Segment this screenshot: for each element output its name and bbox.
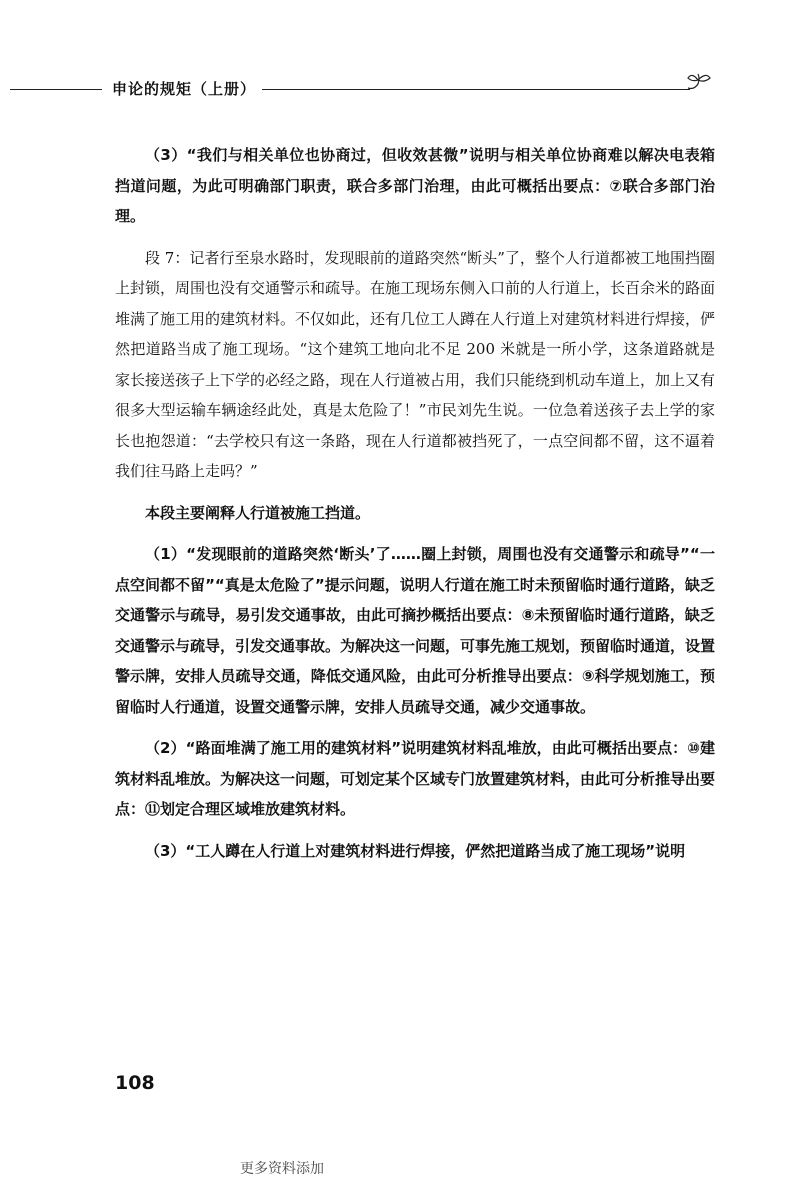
header-title: 申论的规矩（上册） (112, 80, 257, 98)
paragraph-section-7: 段 7：记者行至泉水路时，发现眼前的道路突然“断头”了，整个人行道都被工地围挡圈上封锁，周围也没有交通警示和疏导。在施工现场东侧入口前的人行道上，长百余米的路面堆满了施工用的建筑材料。不仅如此，还有几位工人蹲在人行道上对建筑材料进行焊接，俨然把道路当成了施工现场。“这个建筑工地向北不足 200 米就是一所小学，这条道路就是家长接送孩子上下学的必经之路，现在人行道被占用，我们只能绕到机动车道上，加上又有很多大型运输车辆途经此处，真是太危险了！”市民刘先生说。一位急着送孩子去上学的家长也抱怨道：“去学校只有这一条路，现在人行道都被挡死了，一点空间都不留，这不逼着我们往马路上走吗？” (115, 248, 716, 480)
paragraph-summary: 本段主要阐释人行道被施工挡道。 (145, 503, 371, 522)
running-header (0, 78, 800, 102)
header-rule-left (10, 89, 102, 90)
paragraph-point-3-welding: （3）“工人蹲在人行道上对建筑材料进行焊接，俨然把道路当成了施工现场”说明 (145, 841, 686, 860)
paragraph-point-3-meters: （3）“我们与相关单位也协商过，但收效甚微”说明与相关单位协商难以解决电表箱挡道问题，为此可明确部门职责，联合多部门治理，由此可概括出要点：⑦联合多部门治理。 (115, 146, 715, 225)
page-body (115, 140, 715, 877)
page-number: 108 (115, 1072, 155, 1094)
sprout-icon (684, 70, 712, 94)
footer-residue: 更多资料添加 (240, 1161, 324, 1177)
paragraph-point-2: （2）“路面堆满了施工用的建筑材料”说明建筑材料乱堆放，由此可概括出要点：⑩建筑材料乱堆放。为解决这一问题，可划定某个区域专门放置建筑材料，由此可分析推导出要点：⑪划定合理区域堆放建筑材料。 (115, 739, 716, 818)
paragraph-point-1: （1）“发现眼前的道路突然‘断头’了……圈上封锁，周围也没有交通警示和疏导”“一点空间都不留”“真是太危险了”提示问题，说明人行道在施工时未预留临时通行道路，缺乏交通警示与疏导，易引发交通事故，由此可摘抄概括出要点：⑧未预留临时通行道路，缺乏交通警示与疏导，引发交通事故。为解决这一问题，可事先施工规划，预留临时通道，设置警示牌，安排人员疏导交通，降低交通风险，由此可分析推导出要点：⑨科学规划施工，预留临时人行通道，设置交通警示牌，安排人员疏导交通，减少交通事故。 (115, 545, 716, 716)
header-rule-right (262, 89, 690, 90)
